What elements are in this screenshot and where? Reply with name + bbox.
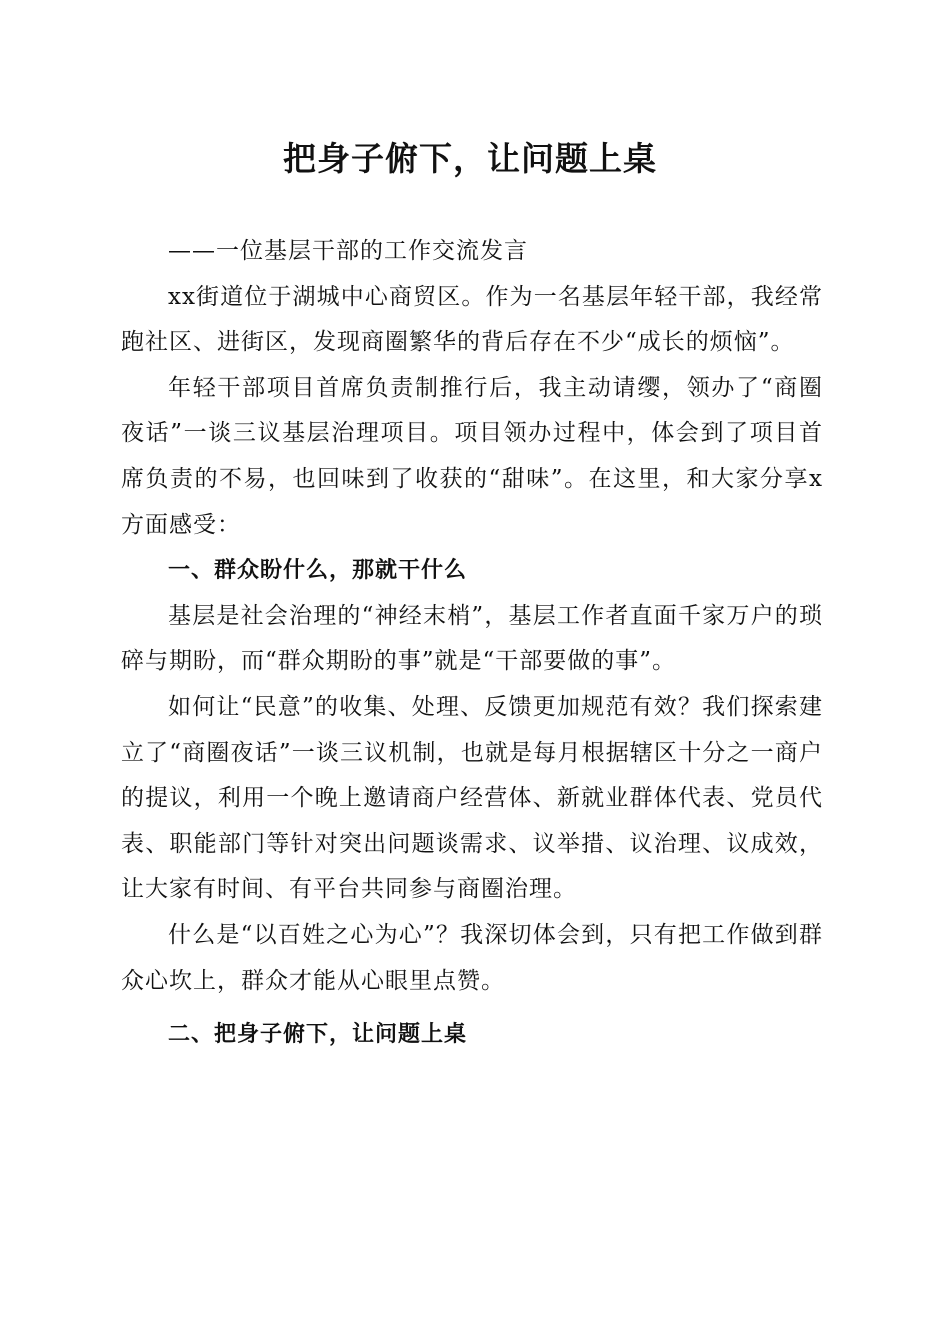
document-body	[121, 229, 823, 1058]
paragraph-project: 年轻干部项目首席负责制推行后，我主动请缨，领办了“商圈夜话”一谈三议基层治理项目。项目领办过程中，体会到了项目首席负责的不易，也回味到了收获的“甜味”。在这里，和大家分享x方面感受：	[121, 374, 823, 538]
paragraph-intro: xx街道位于湖城中心商贸区。作为一名基层年轻干部，我经常跑社区、进街区，发现商圈繁华的背后存在不少“成长的烦恼”。	[121, 283, 823, 356]
subtitle: ——一位基层干部的工作交流发言	[168, 238, 528, 264]
section-heading-1: 一、群众盼什么，那就干什么	[168, 558, 468, 584]
section-heading-2: 二、把身子俯下，让问题上桌	[168, 1022, 468, 1048]
paragraph-mechanism: 如何让“民意”的收集、处理、反馈更加规范有效？我们探索建立了“商圈夜话”一谈三议机制，也就是每月根据辖区十分之一商户的提议，利用一个晚上邀请商户经营体、新就业群体代表、党员代表、职能部门等针对突出问题谈需求、议举措、议治理、议成效，让大家有时间、有平台共同参与商圈治理。	[121, 693, 823, 903]
paragraph-reflection: 什么是“以百姓之心为心”？我深切体会到，只有把工作做到群众心坎上，群众才能从心眼里点赞。	[121, 921, 823, 994]
document-title: 把身子俯下，让问题上桌	[283, 139, 657, 178]
paragraph-grassroots: 基层是社会治理的“神经末梢”，基层工作者直面千家万户的琐碎与期盼，而“群众期盼的事”就是“干部要做的事”。	[121, 602, 823, 675]
